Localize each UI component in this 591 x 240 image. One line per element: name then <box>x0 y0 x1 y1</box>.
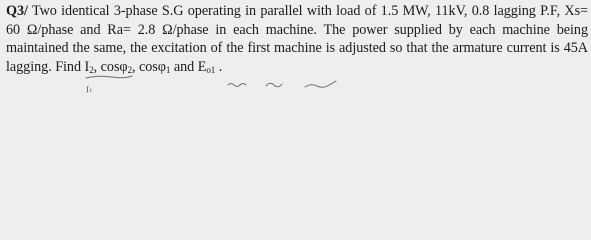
subscript-2: 2 <box>89 64 94 75</box>
pen-squiggle-cos2 <box>228 84 246 87</box>
pen-underline-current <box>86 76 132 78</box>
question-body: Two identical 3-phase S.G operating in parallel with load of 1.5 MW, 11kV, 0.8 lagging P.F, Xs= 60 Ω/phase and Ra= 2.8 Ω/phase in each machine. The power supplied by each machine being maintained the same, the excitation of the first machine is adjusted so that the armature current is 45A lagging. Find I <box>6 3 588 75</box>
question-cos-2: , cosφ <box>93 58 128 75</box>
subscript-cos-1: 1 <box>165 64 171 75</box>
question-and: and E <box>170 58 207 75</box>
pen-squiggle-cos1 <box>266 83 282 87</box>
question-number: Q3/ <box>6 3 28 19</box>
question-cos-1: , cosφ <box>132 58 166 75</box>
handwritten-note: I₁ <box>85 84 93 95</box>
pen-squiggle-eo1 <box>305 81 336 87</box>
question-end: . <box>215 58 223 75</box>
subscript-cos-2: 2 <box>127 64 133 75</box>
subscript-o1: o1 <box>206 64 216 75</box>
